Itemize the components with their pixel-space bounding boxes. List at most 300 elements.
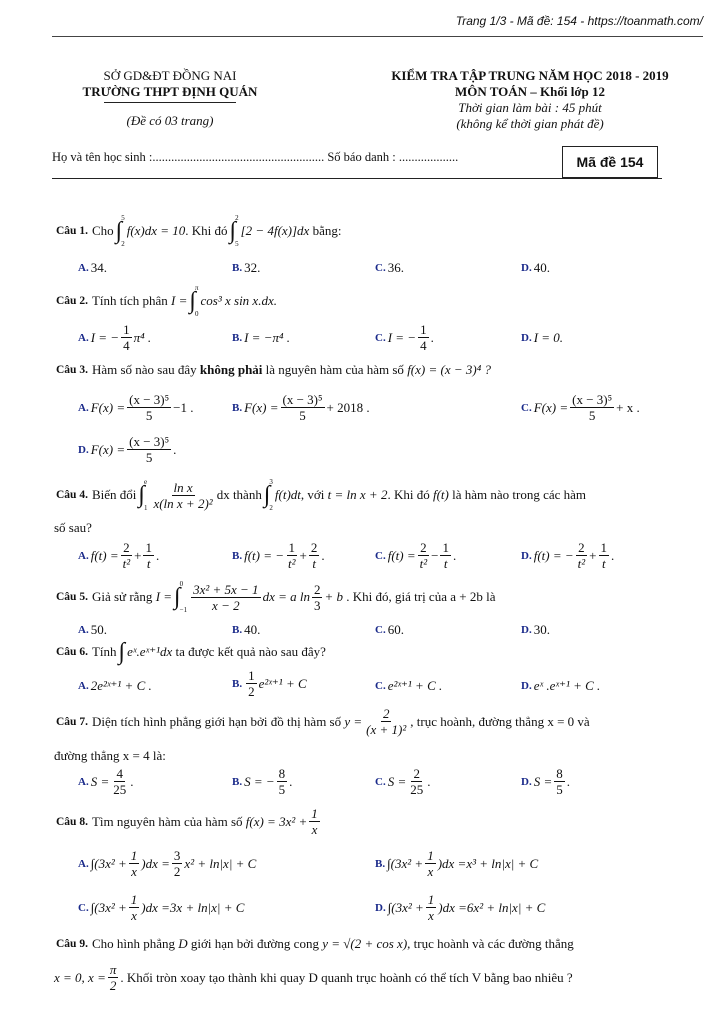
option-text: eˣ .eˣ⁺¹ + C . xyxy=(533,678,601,693)
question-text: , trục hoành và các đường thẳng xyxy=(407,936,574,951)
question-label: Câu 8. xyxy=(56,815,88,828)
option-text: 50. xyxy=(90,622,107,637)
option-c[interactable] xyxy=(375,766,430,797)
denominator: t xyxy=(146,556,151,571)
option-c[interactable] xyxy=(375,540,456,571)
math-expr: f(t) = xyxy=(90,547,119,563)
option-letter: D. xyxy=(521,624,532,636)
option-a[interactable] xyxy=(78,622,107,638)
math-expr: f(t) = xyxy=(387,547,416,563)
fraction xyxy=(127,392,171,423)
upper-limit: 3 xyxy=(269,478,273,486)
question-text: giới hạn bởi đường cong xyxy=(190,936,319,951)
denominator: 2 xyxy=(173,864,181,879)
question-label: Câu 6. xyxy=(56,646,88,658)
math-expr: + b xyxy=(324,589,343,604)
numerator: 2 xyxy=(413,766,420,781)
option-letter: C. xyxy=(375,775,386,788)
exam-title: KIỂM TRA TẬP TRUNG NĂM HỌC 2018 - 2019 xyxy=(391,68,669,83)
math-expr: t = ln x + 2 xyxy=(327,487,388,502)
option-letter: B. xyxy=(232,332,243,344)
question-label: Câu 3. xyxy=(56,364,88,376)
fraction xyxy=(309,806,320,837)
math-expr: + 2018 . xyxy=(326,399,370,415)
option-text: I = −π⁴ . xyxy=(244,330,290,345)
fraction xyxy=(121,540,133,571)
numerator: 8 xyxy=(278,766,286,781)
option-letter: A. xyxy=(78,331,89,344)
question-8 xyxy=(56,806,322,837)
math-expr: . xyxy=(289,773,293,789)
question-text: là nguyên hàm của hàm số xyxy=(265,362,404,377)
question-5 xyxy=(56,580,495,614)
option-letter: C. xyxy=(375,624,386,636)
question-text: Tìm nguyên hàm của hàm số xyxy=(91,813,243,829)
option-letter: B. xyxy=(232,677,243,690)
denominator: 25 xyxy=(410,782,424,797)
denominator: t² xyxy=(577,556,586,571)
lower-limit: 2 xyxy=(121,240,125,248)
question-text: . Khi đó xyxy=(387,487,430,502)
denominator: 5 xyxy=(588,408,596,423)
question-text: Biến đổi xyxy=(91,487,137,502)
exam-time: Thời gian làm bài : 45 phút xyxy=(458,100,602,115)
integral-sign: ∫ xyxy=(118,639,126,665)
option-c[interactable] xyxy=(78,892,244,923)
exam-note: (không kể thời gian phát đề) xyxy=(456,116,604,131)
upper-limit: 0 xyxy=(179,580,184,588)
numerator: 1 xyxy=(123,322,130,337)
question-1 xyxy=(56,214,341,248)
math-expr: y = √(2 + cos x) xyxy=(322,936,408,951)
option-letter: B. xyxy=(232,549,243,562)
fraction xyxy=(440,540,451,571)
fraction xyxy=(129,848,140,879)
math-expr: )dx = xyxy=(141,899,170,915)
denominator: 5 xyxy=(278,782,286,797)
denominator: t² xyxy=(419,556,428,571)
math-expr: eˣ.eˣ⁺¹dx xyxy=(127,644,173,659)
question-text: là hàm nào trong các hàm xyxy=(452,487,587,502)
question-text: Giả sử rằng xyxy=(91,589,153,604)
fraction xyxy=(121,322,132,353)
numerator: 8 xyxy=(556,766,563,781)
header-left xyxy=(60,68,280,129)
math-expr: F(x) = xyxy=(90,399,126,415)
page-count: (Đề có 03 trang) xyxy=(126,113,214,128)
fraction xyxy=(286,540,298,571)
option-letter: B. xyxy=(232,624,243,636)
lower-limit: 2 xyxy=(269,504,273,512)
option-a[interactable] xyxy=(78,322,151,353)
denominator: 2 xyxy=(109,978,117,993)
question-7-continued: đường thẳng x = 4 là: xyxy=(54,748,166,763)
option-b[interactable] xyxy=(232,260,260,276)
option-letter: A. xyxy=(78,624,89,636)
fraction xyxy=(281,392,325,423)
option-a[interactable] xyxy=(78,848,256,879)
fraction xyxy=(277,766,288,797)
numerator: π xyxy=(109,962,117,977)
upper-limit: π xyxy=(194,284,199,292)
denominator: t² xyxy=(122,556,131,571)
numerator: 1 xyxy=(600,540,607,555)
option-a[interactable] xyxy=(78,678,152,694)
math-expr: f(x) = (x − 3)⁴ ? xyxy=(407,362,491,377)
option-b[interactable] xyxy=(232,540,325,571)
numerator: 1 xyxy=(130,848,138,863)
fraction xyxy=(570,392,614,423)
question-text: Tính tích phân xyxy=(91,293,168,308)
integral-sign: ∫ 5 2 xyxy=(115,214,125,248)
integral-sign: ∫ e 1 xyxy=(138,478,148,512)
math-expr: 3x + ln|x| + C xyxy=(169,899,245,915)
option-d[interactable] xyxy=(375,892,545,923)
numerator: 4 xyxy=(116,766,123,781)
option-letter: A. xyxy=(78,401,89,414)
math-expr: ∫(3x² + xyxy=(387,855,424,871)
option-letter: D. xyxy=(521,680,532,692)
option-text: 34. xyxy=(90,260,107,275)
math-expr: x² + ln|x| + C xyxy=(184,855,257,871)
math-expr: . xyxy=(155,547,160,563)
integral-sign: ∫ 0 −1 xyxy=(174,580,188,614)
option-d[interactable] xyxy=(521,766,570,797)
denominator: 5 xyxy=(299,408,306,423)
student-info-line: Họ và tên học sinh :....................................................... Số báo danh : ................... xyxy=(52,150,459,164)
math-expr: )dx = xyxy=(437,855,467,871)
option-c[interactable] xyxy=(375,678,442,694)
option-letter: D. xyxy=(521,775,532,788)
math-expr: S = − xyxy=(244,773,275,789)
question-text: . Khối tròn xoay tạo thành khi quay D quanh trục hoành có thể tích V bằng bao nhiêu ? xyxy=(120,969,573,985)
math-expr: S = xyxy=(533,773,553,789)
math-expr: F(x) = xyxy=(533,399,569,415)
math-expr: −1 . xyxy=(173,399,194,415)
math-expr: D xyxy=(178,936,188,951)
math-expr: x = 0, x = xyxy=(54,969,106,985)
fraction xyxy=(408,766,425,797)
math-expr: f(t) = − xyxy=(244,547,285,563)
denominator: 2 xyxy=(248,684,255,699)
option-letter: A. xyxy=(78,775,89,788)
option-letter: A. xyxy=(78,857,89,870)
question-text: bằng: xyxy=(312,223,342,238)
math-expr: . xyxy=(321,547,325,563)
option-c[interactable] xyxy=(375,622,404,638)
numerator: 1 xyxy=(288,540,296,555)
numerator: 1 xyxy=(420,322,427,337)
question-text: , với xyxy=(300,487,325,502)
option-d[interactable] xyxy=(521,330,563,346)
fraction xyxy=(108,962,119,993)
denominator: 5 xyxy=(556,782,563,797)
math-expr: . xyxy=(130,773,134,789)
operator: + xyxy=(589,547,597,563)
fraction xyxy=(426,892,437,923)
math-expr: ∫(3x² + xyxy=(90,855,127,871)
option-b[interactable] xyxy=(232,622,260,638)
denominator: x xyxy=(427,864,434,879)
exam-code-box: Mã đề 154 xyxy=(562,146,658,178)
option-a[interactable] xyxy=(78,260,107,276)
fraction xyxy=(129,892,140,923)
fraction xyxy=(309,540,320,571)
math-expr: . xyxy=(452,547,457,563)
option-letter: D. xyxy=(375,901,386,914)
numerator: 3 xyxy=(173,848,181,863)
option-text: 30. xyxy=(533,622,550,637)
option-letter: C. xyxy=(375,262,386,274)
option-a[interactable] xyxy=(78,766,133,797)
option-letter: B. xyxy=(375,857,386,870)
option-b[interactable] xyxy=(375,848,538,879)
page-info: Trang 1/3 - Mã đề: 154 - https://toanmath.com/ xyxy=(455,14,703,28)
math-expr: . xyxy=(173,441,177,457)
fraction xyxy=(312,582,323,613)
option-c[interactable] xyxy=(375,322,434,353)
option-letter: C. xyxy=(375,549,386,562)
option-b[interactable] xyxy=(232,668,307,699)
question-text: Tính xyxy=(91,644,117,659)
numerator: 3x² + 5x − 1 xyxy=(193,581,259,597)
question-label: Câu 7. xyxy=(56,715,88,728)
option-b[interactable] xyxy=(232,330,290,346)
math-expr: . xyxy=(430,329,434,345)
question-text: , trục hoành, đường thẳng x = 0 và xyxy=(410,713,590,729)
option-d[interactable] xyxy=(78,434,176,465)
fraction xyxy=(246,668,257,699)
math-expr: F(x) = xyxy=(244,399,279,415)
math-expr: ∫(3x² + xyxy=(90,899,127,915)
question-3 xyxy=(56,362,491,378)
denominator: 5 xyxy=(145,408,153,423)
option-text: e²ˣ⁺¹ + C . xyxy=(387,678,443,693)
upper-limit: e xyxy=(143,478,148,486)
integral-sign: ∫ 2 5 xyxy=(229,214,239,248)
option-a[interactable] xyxy=(78,392,193,423)
denominator: x xyxy=(428,908,434,923)
option-letter: D. xyxy=(521,332,532,344)
option-letter: D. xyxy=(78,443,89,456)
fraction xyxy=(364,706,408,737)
numerator: 2 xyxy=(310,540,318,555)
lower-limit: 1 xyxy=(143,504,148,512)
math-expr: I = xyxy=(155,589,173,604)
math-expr: + x . xyxy=(616,399,640,415)
math-expr: x³ + ln|x| + C xyxy=(466,855,539,871)
math-expr: y = xyxy=(344,713,363,729)
denominator: x(ln x + 2)² xyxy=(153,495,213,511)
question-text: Hàm số nào sau đây xyxy=(91,362,197,377)
option-a[interactable] xyxy=(78,540,159,571)
math-expr: . xyxy=(427,773,431,789)
page-header-bar xyxy=(52,14,703,37)
option-text: 32. xyxy=(244,260,261,275)
numerator: (x − 3)⁵ xyxy=(129,434,170,449)
lower-limit: 0 xyxy=(194,310,199,318)
option-text: 2e²ˣ⁺¹ + C . xyxy=(90,678,152,693)
math-expr: S = xyxy=(90,773,110,789)
school-name: TRƯỜNG THPT ĐỊNH QUÁN xyxy=(82,84,258,99)
question-label: Câu 9. xyxy=(56,938,88,950)
question-label: Câu 2. xyxy=(56,295,88,307)
question-text: thành xyxy=(232,487,262,502)
math-expr: e²ˣ⁺¹ + C xyxy=(258,675,307,691)
numerator: 1 xyxy=(427,892,435,907)
denominator: x xyxy=(131,908,137,923)
lower-limit: −1 xyxy=(179,606,188,614)
math-expr: f(t)dt xyxy=(274,487,301,502)
numerator: 2 xyxy=(313,581,321,597)
integral-sign: ∫ π 0 xyxy=(189,284,199,318)
question-9 xyxy=(56,936,574,952)
divider xyxy=(104,102,236,103)
question-text: Cho xyxy=(91,223,114,238)
denominator: t xyxy=(443,556,448,571)
option-c[interactable] xyxy=(375,260,404,276)
math-expr: . xyxy=(566,773,570,789)
numerator: (x − 3)⁵ xyxy=(282,392,323,407)
option-letter: D. xyxy=(521,262,532,274)
header-right xyxy=(360,68,700,132)
fraction xyxy=(111,766,128,797)
upper-limit: 5 xyxy=(121,214,125,222)
math-expr: f(t) xyxy=(432,487,449,502)
question-text: ta được kết quả nào sau đây? xyxy=(175,644,326,659)
option-d[interactable] xyxy=(521,260,550,276)
option-text: I = 0. xyxy=(533,330,564,345)
option-b[interactable] xyxy=(232,766,292,797)
operator: + xyxy=(134,547,142,563)
question-label: Câu 1. xyxy=(56,225,88,237)
option-text: 36. xyxy=(387,260,404,275)
question-label: Câu 4. xyxy=(56,489,88,501)
denominator: 5 xyxy=(145,450,153,465)
dept-name: SỞ GD&ĐT ĐỒNG NAI xyxy=(103,68,237,83)
fraction xyxy=(172,848,183,879)
fraction xyxy=(143,540,154,571)
option-text: 60. xyxy=(387,622,404,637)
numerator: 1 xyxy=(442,540,449,555)
denominator: t xyxy=(312,556,316,571)
question-text: Diện tích hình phẳng giới hạn bởi đồ thị hàm số xyxy=(91,713,342,729)
denominator: x − 2 xyxy=(212,597,240,613)
denominator: x xyxy=(311,822,318,837)
math-expr: I = − xyxy=(387,329,417,345)
math-expr: cos³ x sin x.dx. xyxy=(200,293,277,308)
option-b[interactable] xyxy=(232,392,370,423)
numerator: 2 xyxy=(123,540,130,555)
math-expr: π⁴ . xyxy=(133,329,152,345)
option-letter: D. xyxy=(521,549,532,562)
emphasis-text: không phải xyxy=(199,362,263,377)
math-expr: )dx = xyxy=(438,899,467,915)
question-9-continued xyxy=(54,962,573,993)
option-d[interactable] xyxy=(521,540,614,571)
option-d[interactable] xyxy=(521,622,550,638)
option-letter: C. xyxy=(78,901,89,914)
option-letter: A. xyxy=(78,680,89,692)
option-c[interactable] xyxy=(521,392,640,423)
math-expr: F(x) = xyxy=(90,441,126,457)
option-letter: A. xyxy=(78,549,89,562)
option-text: 40. xyxy=(533,260,550,275)
fraction xyxy=(599,540,610,571)
fraction xyxy=(418,540,430,571)
lower-limit: 5 xyxy=(235,240,239,248)
option-letter: A. xyxy=(78,262,89,274)
question-text: . Khi đó xyxy=(185,223,228,238)
math-expr: . xyxy=(611,547,615,563)
math-expr: ∫(3x² + xyxy=(387,899,424,915)
denominator: x xyxy=(131,864,137,879)
numerator: 1 xyxy=(145,540,152,555)
numerator: 1 xyxy=(311,806,318,821)
denominator: t xyxy=(601,556,606,571)
fraction xyxy=(576,540,588,571)
denominator: (x + 1)² xyxy=(366,722,407,737)
math-expr: )dx = xyxy=(141,855,170,871)
question-4 xyxy=(56,478,586,512)
fraction xyxy=(127,434,171,465)
question-text: . Khi đó, giá trị của a + 2b là xyxy=(346,589,496,604)
question-label: Câu 5. xyxy=(56,591,88,603)
operator: − xyxy=(431,547,439,563)
math-expr: f(x)dx = 10 xyxy=(126,223,186,238)
denominator: t² xyxy=(288,556,296,571)
option-letter: C. xyxy=(375,680,386,692)
exam-subject: MÔN TOÁN – Khối lớp 12 xyxy=(454,84,606,99)
math-expr: 6x² + ln|x| + C xyxy=(466,899,546,915)
math-expr: dx = a ln xyxy=(262,589,310,604)
question-text: Cho hình phẳng xyxy=(91,936,176,951)
fraction xyxy=(425,848,436,879)
denominator: 3 xyxy=(313,597,321,613)
question-2 xyxy=(56,284,277,318)
question-7 xyxy=(56,706,590,737)
math-expr: S = xyxy=(387,773,407,789)
question-6 xyxy=(56,640,326,664)
numerator: 1 xyxy=(427,848,434,863)
upper-limit: 2 xyxy=(235,214,239,222)
numerator: 1 xyxy=(248,668,255,683)
question-4-continued: số sau? xyxy=(54,520,92,535)
option-text: 40. xyxy=(244,622,261,637)
numerator: 1 xyxy=(130,892,138,907)
option-letter: C. xyxy=(375,331,386,344)
header-divider xyxy=(52,178,662,179)
denominator: 4 xyxy=(123,338,130,353)
option-letter: B. xyxy=(232,775,243,788)
numerator: (x − 3)⁵ xyxy=(572,392,613,407)
option-letter: C. xyxy=(521,401,532,414)
math-expr: I = xyxy=(171,293,188,308)
integral-sign: ∫ 3 2 xyxy=(263,478,273,512)
option-d[interactable] xyxy=(521,678,600,694)
fraction xyxy=(418,322,429,353)
numerator: 2 xyxy=(578,540,585,555)
numerator: (x − 3)⁵ xyxy=(129,392,170,407)
math-expr: I = − xyxy=(90,329,120,345)
denominator: 4 xyxy=(420,338,427,353)
fraction xyxy=(191,582,260,613)
numerator: ln x xyxy=(173,479,193,495)
numerator: 2 xyxy=(420,540,427,555)
operator: + xyxy=(299,547,307,563)
numerator: 2 xyxy=(382,706,390,721)
math-expr: f(t) = − xyxy=(533,547,574,563)
